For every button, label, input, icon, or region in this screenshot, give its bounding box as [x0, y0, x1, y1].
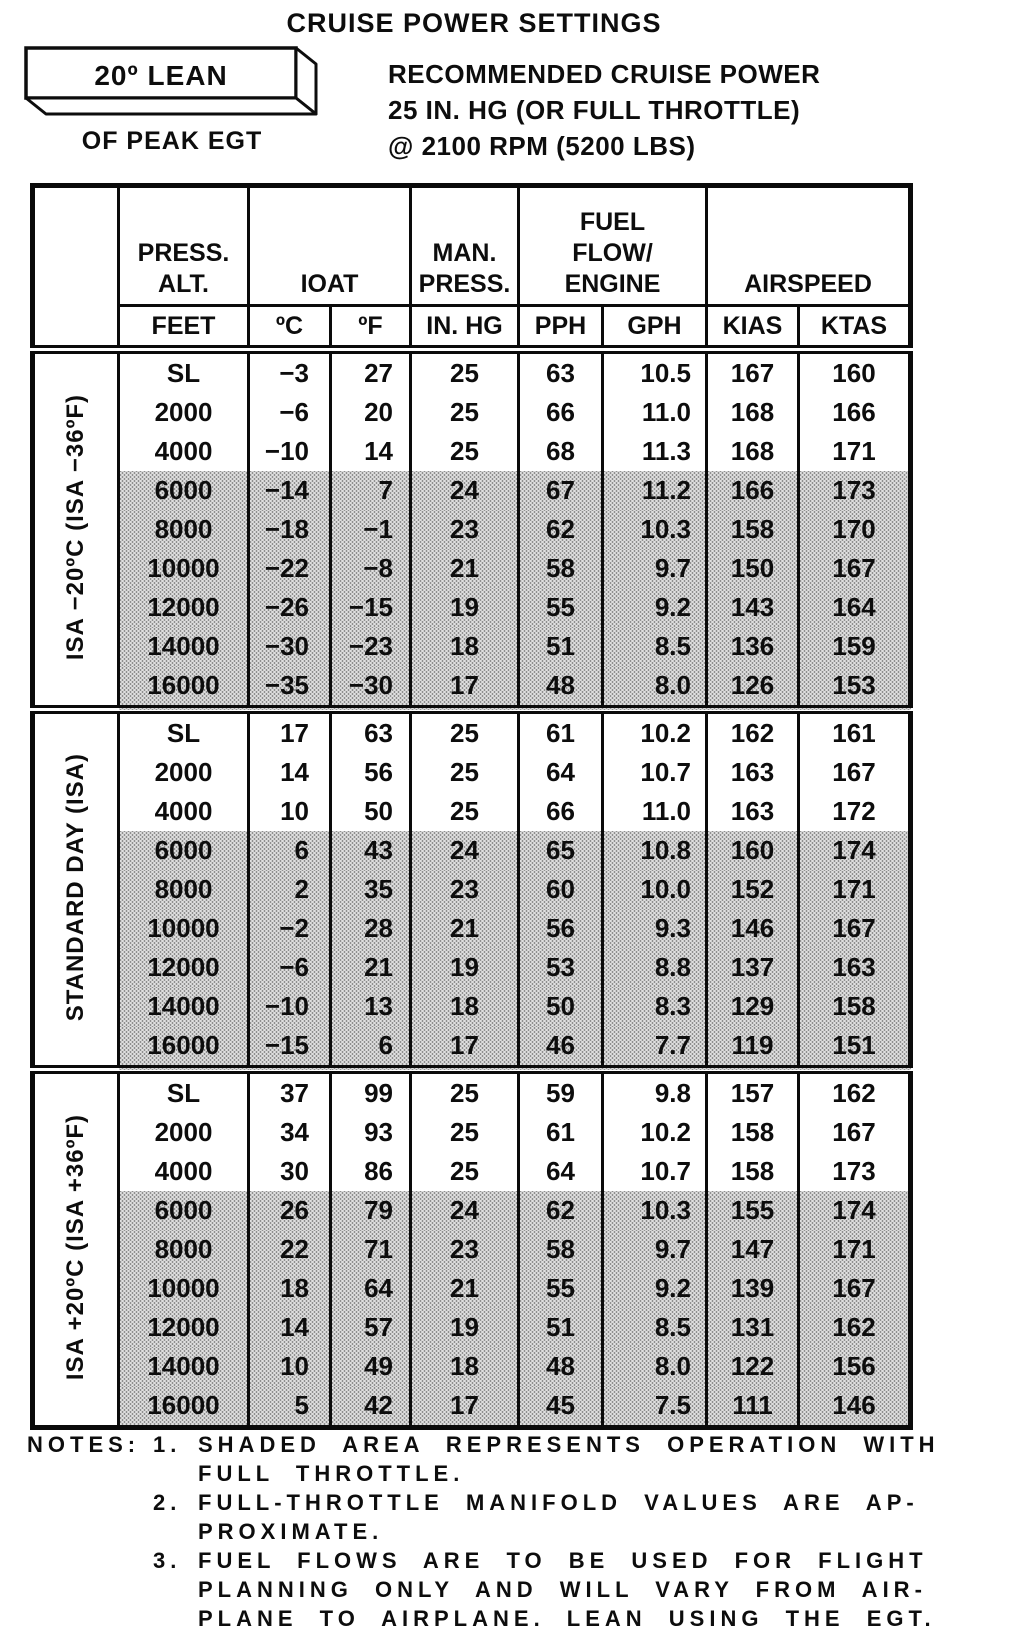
- table-row: [33, 1230, 911, 1269]
- cell-kias: 163: [707, 792, 799, 831]
- cell-c: −10: [249, 432, 331, 471]
- cell-map: 24: [411, 831, 519, 870]
- cell-gph: 7.7: [603, 1026, 707, 1070]
- cell-ktas: 163: [799, 948, 911, 987]
- cell-feet: 6000: [119, 831, 249, 870]
- cell-feet: SL: [119, 1070, 249, 1114]
- cell-pph: 48: [519, 666, 603, 710]
- cell-kias: 139: [707, 1269, 799, 1308]
- cell-kias: 158: [707, 1152, 799, 1191]
- cell-gph: 9.2: [603, 1269, 707, 1308]
- cell-gph: 8.3: [603, 987, 707, 1026]
- cell-feet: 16000: [119, 1026, 249, 1070]
- header-deg-f: ºF: [331, 306, 411, 350]
- cell-pph: 64: [519, 1152, 603, 1191]
- cell-pph: 56: [519, 909, 603, 948]
- cell-f: −1: [331, 510, 411, 549]
- cell-c: 5: [249, 1386, 331, 1428]
- table-row: [33, 1386, 911, 1428]
- cell-feet: SL: [119, 710, 249, 754]
- cell-kias: 158: [707, 510, 799, 549]
- table-row: [33, 393, 911, 432]
- cell-kias: 166: [707, 471, 799, 510]
- cell-feet: 10000: [119, 909, 249, 948]
- cell-feet: 4000: [119, 792, 249, 831]
- cell-c: 18: [249, 1269, 331, 1308]
- table-section-1: [33, 710, 911, 1070]
- cell-kias: 129: [707, 987, 799, 1026]
- cell-gph: 9.8: [603, 1070, 707, 1114]
- cell-gph: 11.2: [603, 471, 707, 510]
- cell-map: 18: [411, 987, 519, 1026]
- cell-c: −15: [249, 1026, 331, 1070]
- cell-pph: 63: [519, 350, 603, 394]
- cell-map: 21: [411, 909, 519, 948]
- cell-f: 49: [331, 1347, 411, 1386]
- cell-ktas: 166: [799, 393, 911, 432]
- header-press-alt: PRESS. ALT.: [119, 186, 249, 306]
- table-row: [33, 510, 911, 549]
- cell-f: 7: [331, 471, 411, 510]
- corner-cell: [33, 186, 119, 350]
- cell-ktas: 171: [799, 870, 911, 909]
- cell-f: 35: [331, 870, 411, 909]
- table-row: [33, 471, 911, 510]
- table-row: [33, 432, 911, 471]
- cell-feet: 2000: [119, 1113, 249, 1152]
- cell-gph: 11.3: [603, 432, 707, 471]
- header-gph: GPH: [603, 306, 707, 350]
- cell-map: 25: [411, 792, 519, 831]
- table-row: [33, 909, 911, 948]
- table-row: [33, 792, 911, 831]
- cell-c: −2: [249, 909, 331, 948]
- cell-pph: 67: [519, 471, 603, 510]
- note-item: [27, 1546, 1019, 1633]
- cell-kias: 131: [707, 1308, 799, 1347]
- cell-gph: 9.7: [603, 549, 707, 588]
- cell-c: −18: [249, 510, 331, 549]
- table-row: [33, 831, 911, 870]
- cell-ktas: 167: [799, 1113, 911, 1152]
- cell-pph: 48: [519, 1347, 603, 1386]
- cell-ktas: 162: [799, 1070, 911, 1114]
- note-item: [27, 1430, 1019, 1488]
- cell-gph: 10.3: [603, 1191, 707, 1230]
- cell-feet: 12000: [119, 588, 249, 627]
- table-header: [33, 186, 911, 350]
- notes-label: NOTES:: [27, 1432, 141, 1457]
- cell-gph: 9.7: [603, 1230, 707, 1269]
- cell-kias: 143: [707, 588, 799, 627]
- cell-pph: 51: [519, 1308, 603, 1347]
- cell-kias: 157: [707, 1070, 799, 1114]
- header-pph: PPH: [519, 306, 603, 350]
- cell-ktas: 167: [799, 753, 911, 792]
- cell-map: 18: [411, 1347, 519, 1386]
- cell-f: 6: [331, 1026, 411, 1070]
- cell-f: −8: [331, 549, 411, 588]
- cell-feet: SL: [119, 350, 249, 394]
- cell-kias: 162: [707, 710, 799, 754]
- cell-c: −30: [249, 627, 331, 666]
- cell-kias: 150: [707, 549, 799, 588]
- cell-ktas: 174: [799, 831, 911, 870]
- cell-pph: 53: [519, 948, 603, 987]
- cell-ktas: 167: [799, 1269, 911, 1308]
- cell-c: 10: [249, 792, 331, 831]
- cell-map: 24: [411, 471, 519, 510]
- cell-gph: 9.2: [603, 588, 707, 627]
- section-label: ISA −20ºC (ISA −36ºF): [33, 350, 119, 710]
- cell-feet: 4000: [119, 1152, 249, 1191]
- cell-map: 25: [411, 1152, 519, 1191]
- cell-ktas: 161: [799, 710, 911, 754]
- lean-setting-label: 20º LEAN: [94, 60, 228, 91]
- cell-f: 27: [331, 350, 411, 394]
- section-label: STANDARD DAY (ISA): [33, 710, 119, 1070]
- cell-f: 50: [331, 792, 411, 831]
- cell-map: 17: [411, 666, 519, 710]
- cell-map: 18: [411, 627, 519, 666]
- header-airspeed: AIRSPEED: [707, 186, 911, 306]
- cell-pph: 64: [519, 753, 603, 792]
- cell-pph: 61: [519, 710, 603, 754]
- note-number: 1.: [153, 1432, 182, 1457]
- cell-feet: 8000: [119, 510, 249, 549]
- cell-feet: 16000: [119, 666, 249, 710]
- cell-ktas: 173: [799, 1152, 911, 1191]
- cell-gph: 10.2: [603, 710, 707, 754]
- cell-map: 25: [411, 432, 519, 471]
- cell-ktas: 167: [799, 909, 911, 948]
- cell-pph: 58: [519, 1230, 603, 1269]
- page-title: CRUISE POWER SETTINGS: [286, 8, 662, 38]
- cell-c: 26: [249, 1191, 331, 1230]
- cell-c: −26: [249, 588, 331, 627]
- cell-c: 30: [249, 1152, 331, 1191]
- cell-c: 14: [249, 1308, 331, 1347]
- cell-ktas: 162: [799, 1308, 911, 1347]
- table-row: [33, 987, 911, 1026]
- cell-kias: 168: [707, 432, 799, 471]
- cell-map: 23: [411, 1230, 519, 1269]
- cell-f: 43: [331, 831, 411, 870]
- cell-f: 99: [331, 1070, 411, 1114]
- note-text: FUEL FLOWS ARE TO BE USED FOR FLIGHT PLANNING ONLY AND WILL VARY FROM AIR- PLANE TO AIRPLANE. LEAN USING THE EGT.: [198, 1548, 936, 1631]
- cell-feet: 6000: [119, 1191, 249, 1230]
- cell-ktas: 153: [799, 666, 911, 710]
- cell-f: 28: [331, 909, 411, 948]
- notes: [27, 1430, 1019, 1633]
- table-section-2: [33, 1070, 911, 1428]
- cell-c: 34: [249, 1113, 331, 1152]
- cell-c: −10: [249, 987, 331, 1026]
- table-row: [33, 870, 911, 909]
- table-row: [33, 1308, 911, 1347]
- header-kias: KIAS: [707, 306, 799, 350]
- header-fuel-flow: FUEL FLOW/ ENGINE: [519, 186, 707, 306]
- cell-feet: 10000: [119, 1269, 249, 1308]
- cell-gph: 10.5: [603, 350, 707, 394]
- cell-pph: 50: [519, 987, 603, 1026]
- note-number: 2.: [153, 1490, 182, 1515]
- cell-feet: 12000: [119, 1308, 249, 1347]
- cell-c: 22: [249, 1230, 331, 1269]
- cell-feet: 8000: [119, 870, 249, 909]
- cell-f: 42: [331, 1386, 411, 1428]
- header-sub-row: [33, 306, 911, 350]
- cell-c: −14: [249, 471, 331, 510]
- cell-feet: 14000: [119, 1347, 249, 1386]
- table-row: [33, 753, 911, 792]
- recommended-cruise-power-text: RECOMMENDED CRUISE POWER 25 IN. HG (OR FULL THROTTLE) @ 2100 RPM (5200 LBS): [388, 59, 821, 161]
- cell-gph: 8.0: [603, 1347, 707, 1386]
- cell-feet: 8000: [119, 1230, 249, 1269]
- cruise-power-table: [30, 183, 913, 1430]
- cell-pph: 46: [519, 1026, 603, 1070]
- header-ioat: IOAT: [249, 186, 411, 306]
- table-row: [33, 948, 911, 987]
- cell-ktas: 172: [799, 792, 911, 831]
- cell-c: 14: [249, 753, 331, 792]
- cell-f: 63: [331, 710, 411, 754]
- cell-map: 21: [411, 549, 519, 588]
- cell-map: 25: [411, 710, 519, 754]
- cell-kias: 136: [707, 627, 799, 666]
- cell-ktas: 174: [799, 1191, 911, 1230]
- cell-map: 21: [411, 1269, 519, 1308]
- cell-map: 19: [411, 1308, 519, 1347]
- table-row: [33, 1026, 911, 1070]
- cell-gph: 10.7: [603, 1152, 707, 1191]
- cell-gph: 11.0: [603, 792, 707, 831]
- cell-f: −30: [331, 666, 411, 710]
- cell-gph: 11.0: [603, 393, 707, 432]
- cell-kias: 158: [707, 1113, 799, 1152]
- cell-kias: 122: [707, 1347, 799, 1386]
- table-section-0: [33, 350, 911, 710]
- table-row: [33, 710, 911, 754]
- cell-c: 6: [249, 831, 331, 870]
- cell-map: 25: [411, 753, 519, 792]
- cell-kias: 168: [707, 393, 799, 432]
- cell-gph: 8.8: [603, 948, 707, 987]
- cell-f: 13: [331, 987, 411, 1026]
- cell-feet: 10000: [119, 549, 249, 588]
- cell-gph: 8.0: [603, 666, 707, 710]
- cell-pph: 59: [519, 1070, 603, 1114]
- cell-map: 25: [411, 1113, 519, 1152]
- table-row: [33, 549, 911, 588]
- cell-pph: 62: [519, 1191, 603, 1230]
- cell-gph: 10.8: [603, 831, 707, 870]
- cell-kias: 155: [707, 1191, 799, 1230]
- table-row: [33, 1113, 911, 1152]
- note-text: SHADED AREA REPRESENTS OPERATION WITH FULL THROTTLE.: [198, 1432, 940, 1486]
- header-group-row: [33, 186, 911, 306]
- cell-gph: 10.0: [603, 870, 707, 909]
- cell-map: 19: [411, 948, 519, 987]
- cell-gph: 7.5: [603, 1386, 707, 1428]
- cell-pph: 66: [519, 393, 603, 432]
- cell-f: 21: [331, 948, 411, 987]
- of-peak-egt-label: OF PEAK EGT: [81, 127, 263, 155]
- cell-f: 56: [331, 753, 411, 792]
- cell-c: 37: [249, 1070, 331, 1114]
- table-row: [33, 666, 911, 710]
- cell-gph: 8.5: [603, 1308, 707, 1347]
- cell-ktas: 159: [799, 627, 911, 666]
- cell-kias: 146: [707, 909, 799, 948]
- lean-box: [24, 46, 324, 122]
- header-deg-c: ºC: [249, 306, 331, 350]
- table-row: [33, 1347, 911, 1386]
- cell-feet: 14000: [119, 987, 249, 1026]
- cell-ktas: 158: [799, 987, 911, 1026]
- cell-feet: 6000: [119, 471, 249, 510]
- table-row: [33, 1152, 911, 1191]
- cell-gph: 8.5: [603, 627, 707, 666]
- header-man-press: MAN. PRESS.: [411, 186, 519, 306]
- cell-c: 17: [249, 710, 331, 754]
- cell-feet: 12000: [119, 948, 249, 987]
- cell-kias: 147: [707, 1230, 799, 1269]
- cell-f: 14: [331, 432, 411, 471]
- cell-map: 17: [411, 1386, 519, 1428]
- cell-f: −23: [331, 627, 411, 666]
- cell-pph: 55: [519, 1269, 603, 1308]
- note-item: [27, 1488, 1019, 1546]
- cell-pph: 61: [519, 1113, 603, 1152]
- table-row: [33, 350, 911, 394]
- cell-f: 71: [331, 1230, 411, 1269]
- table-row: [33, 1070, 911, 1114]
- cell-map: 19: [411, 588, 519, 627]
- cell-map: 25: [411, 350, 519, 394]
- cell-kias: 126: [707, 666, 799, 710]
- header-ktas: KTAS: [799, 306, 911, 350]
- cell-ktas: 151: [799, 1026, 911, 1070]
- cell-gph: 10.3: [603, 510, 707, 549]
- cell-f: 20: [331, 393, 411, 432]
- cell-ktas: 164: [799, 588, 911, 627]
- cell-f: 93: [331, 1113, 411, 1152]
- cell-c: −35: [249, 666, 331, 710]
- cell-feet: 2000: [119, 753, 249, 792]
- cell-map: 23: [411, 870, 519, 909]
- cell-pph: 66: [519, 792, 603, 831]
- cell-pph: 60: [519, 870, 603, 909]
- header-in-hg: IN. HG: [411, 306, 519, 350]
- cell-pph: 55: [519, 588, 603, 627]
- note-number: 3.: [153, 1548, 182, 1573]
- cell-feet: 16000: [119, 1386, 249, 1428]
- cell-ktas: 171: [799, 432, 911, 471]
- cell-map: 25: [411, 1070, 519, 1114]
- cell-f: 64: [331, 1269, 411, 1308]
- cell-f: 57: [331, 1308, 411, 1347]
- cell-pph: 62: [519, 510, 603, 549]
- cell-c: −3: [249, 350, 331, 394]
- table-row: [33, 588, 911, 627]
- cell-pph: 51: [519, 627, 603, 666]
- cell-f: −15: [331, 588, 411, 627]
- cell-gph: 10.7: [603, 753, 707, 792]
- cell-c: −6: [249, 393, 331, 432]
- cell-c: −6: [249, 948, 331, 987]
- cell-ktas: 160: [799, 350, 911, 394]
- cell-kias: 163: [707, 753, 799, 792]
- cell-kias: 111: [707, 1386, 799, 1428]
- note-text: FULL-THROTTLE MANIFOLD VALUES ARE AP- PROXIMATE.: [198, 1490, 919, 1544]
- cell-feet: 14000: [119, 627, 249, 666]
- section-label: ISA +20ºC (ISA +36ºF): [33, 1070, 119, 1428]
- cell-c: −22: [249, 549, 331, 588]
- cell-kias: 137: [707, 948, 799, 987]
- cell-feet: 4000: [119, 432, 249, 471]
- cell-gph: 10.2: [603, 1113, 707, 1152]
- header-feet: FEET: [119, 306, 249, 350]
- cell-kias: 160: [707, 831, 799, 870]
- cell-pph: 68: [519, 432, 603, 471]
- cell-pph: 45: [519, 1386, 603, 1428]
- table-row: [33, 1269, 911, 1308]
- cell-gph: 9.3: [603, 909, 707, 948]
- cell-ktas: 171: [799, 1230, 911, 1269]
- cell-c: 2: [249, 870, 331, 909]
- cell-kias: 119: [707, 1026, 799, 1070]
- table-row: [33, 627, 911, 666]
- cell-kias: 167: [707, 350, 799, 394]
- cell-ktas: 156: [799, 1347, 911, 1386]
- cell-pph: 58: [519, 549, 603, 588]
- cell-ktas: 167: [799, 549, 911, 588]
- table-row: [33, 1191, 911, 1230]
- cell-map: 24: [411, 1191, 519, 1230]
- cell-f: 86: [331, 1152, 411, 1191]
- cell-feet: 2000: [119, 393, 249, 432]
- cell-kias: 152: [707, 870, 799, 909]
- cell-pph: 65: [519, 831, 603, 870]
- cell-f: 79: [331, 1191, 411, 1230]
- cell-ktas: 173: [799, 471, 911, 510]
- cell-ktas: 146: [799, 1386, 911, 1428]
- cell-map: 23: [411, 510, 519, 549]
- cell-c: 10: [249, 1347, 331, 1386]
- cell-map: 25: [411, 393, 519, 432]
- cell-ktas: 170: [799, 510, 911, 549]
- cell-map: 17: [411, 1026, 519, 1070]
